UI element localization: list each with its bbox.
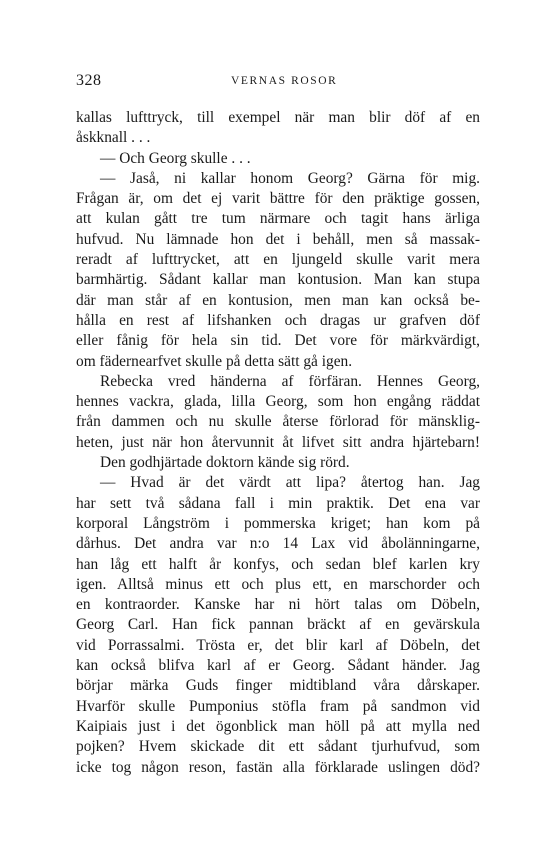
text-line: korporal Långström i pommerska kriget; han kom på <box>76 514 480 532</box>
text-line: Frågan är, om det ej varit bättre för den präktige gossen, <box>76 190 480 208</box>
text-line: reradt af lufttrycket, att en ljungeld skulle varit mera <box>76 251 480 269</box>
text-line: Georg Carl. Han fick pannan bräckt af en gevärskula <box>76 616 480 634</box>
text-line: Den godhjärtade doktorn kände sig rörd. <box>100 454 350 472</box>
text-line: börjar märka Guds finger midtibland våra dårskaper. <box>76 677 480 695</box>
text-line: att kulan gått tre tum närmare och tagit hans ärliga <box>76 210 480 228</box>
text-line: — Hvad är det värdt att lipa? återtog han. Jag <box>100 474 480 492</box>
text-line: han låg ett halft år konfys, och sedan blef karlen kry <box>76 555 480 573</box>
text-line: Kaipiais just i det ögonblick man höll på att mylla ned <box>76 717 480 735</box>
text-line: har sett två sådana fall i min praktik. Det ena var <box>76 494 480 512</box>
text-line: hufvud. Nu lämnade hon det i behåll, men så massak- <box>76 230 480 248</box>
body-text <box>76 108 480 778</box>
text-line: heten, just när hon återvunnit åt lifvet sitt andra hjärtebarn! <box>76 433 480 451</box>
text-line: hålla en rest af lifshanken och dragas ur grafven döf <box>76 311 480 329</box>
text-line: icke tog någon reson, fastän alla förklarade uslingen död? <box>76 758 480 776</box>
text-line: eller fånig för hela sin tid. Det vore för märkvärdigt, <box>76 332 480 350</box>
text-line: — Och Georg skulle . . . <box>100 149 251 167</box>
text-line: om fädernearfvet skulle på detta sätt gå igen. <box>76 352 353 370</box>
text-line: kallas lufttryck, till exempel när man blir döf af en <box>76 109 480 126</box>
text-line: igen. Alltså minus ett och plus ett, en marschorder och <box>76 575 480 593</box>
text-line: från dammen och nu skulle återse förlorad för mänsklig- <box>76 413 480 431</box>
text-line: — Jaså, ni kallar honom Georg? Gärna för mig. <box>100 169 480 187</box>
text-line: där man står af en kontusion, men man kan också be- <box>76 291 480 309</box>
text-line: kan också blifva karl af er Georg. Sådant händer. Jag <box>76 657 480 675</box>
text-line: åskknall . . . <box>76 129 151 147</box>
page-header <box>76 72 480 94</box>
text-line: pojken? Hvem skickade dit ett sådant tjurhufvud, som <box>76 738 480 756</box>
running-title: VERNAS ROSOR <box>231 75 338 87</box>
text-line: Hvarför skulle Pumponius stöfla fram på sandmon vid <box>76 697 480 715</box>
text-line: Rebecka vred händerna af förfäran. Hennes Georg, <box>100 372 480 390</box>
text-line: vid Porrassalmi. Trösta er, det blir karl af Döbeln, det <box>76 636 480 654</box>
text-line: hennes vackra, glada, lilla Georg, som hon engång räddat <box>76 393 480 411</box>
page-number: 328 <box>76 72 102 89</box>
text-line: en kontraorder. Kanske har ni hört talas om Döbeln, <box>76 596 480 614</box>
text-line: barmhärtig. Sådant kallar man kontusion. Man kan stupa <box>76 271 480 289</box>
text-line: dårhus. Det andra var n:o 14 Lax vid åbolänningarne, <box>76 535 480 553</box>
